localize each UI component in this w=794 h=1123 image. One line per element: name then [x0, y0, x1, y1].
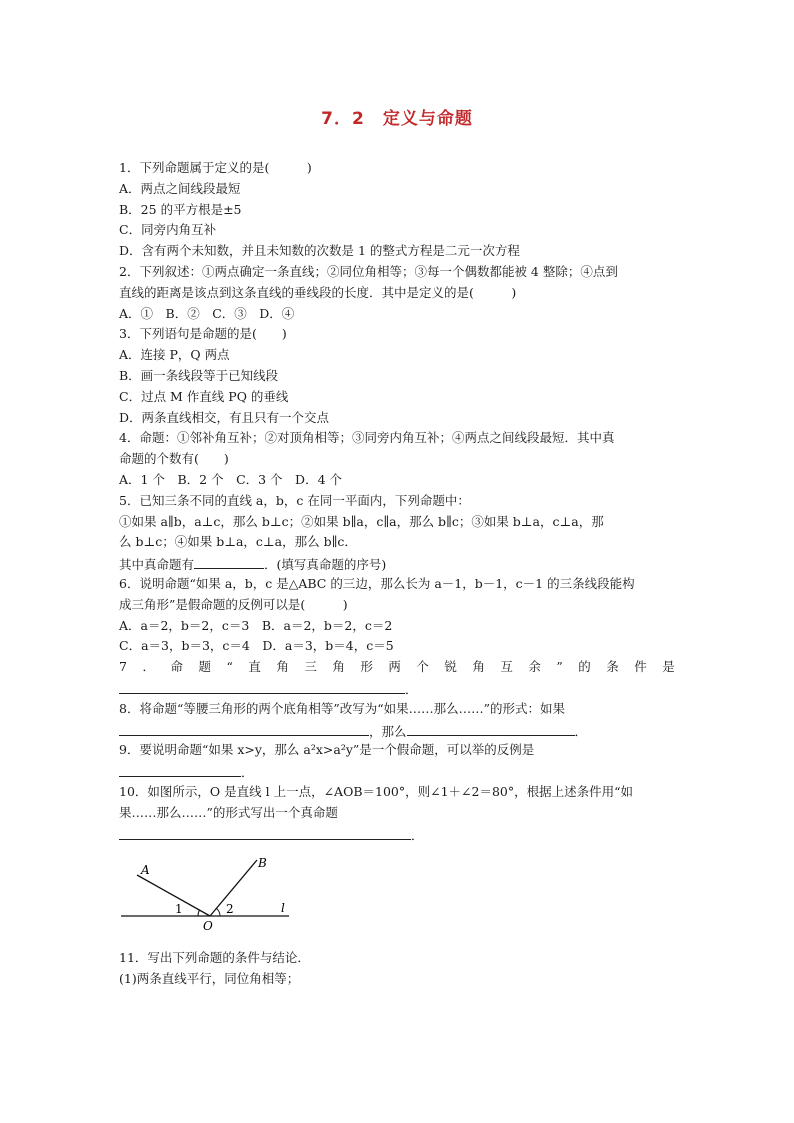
q1-stem: 1．下列命题属于定义的是( ): [119, 160, 312, 175]
q5-answer-suffix: ．(填写真命题的序号): [264, 557, 387, 573]
q7-char: 角: [276, 659, 289, 675]
q4-stem-line2: 命题的个数有( ): [119, 451, 229, 467]
page-title: 7．2 定义与命题: [321, 109, 473, 129]
q1-option-a: A．两点之间线段最短: [119, 180, 241, 196]
q6-stem-line2: 成三角形”是假命题的反例可以是( ): [119, 596, 348, 612]
q8-if-blank[interactable]: [119, 720, 369, 736]
question-list: [119, 158, 675, 844]
q7-char: 7: [119, 659, 127, 675]
q7-char: “: [226, 659, 233, 675]
q7-char: 形: [360, 659, 373, 675]
label-l: l: [281, 901, 285, 915]
q7-char: 件: [634, 659, 647, 675]
q9-answer-line: [119, 761, 675, 782]
angle-2-arc: [216, 908, 220, 916]
q1-option-c: C．同旁内角互补: [119, 222, 217, 238]
question-11: [119, 948, 675, 990]
q7-char: ．: [142, 659, 155, 675]
q7-char: ”: [556, 659, 563, 675]
q7-char: 直: [248, 659, 261, 675]
label-o: O: [203, 919, 213, 932]
q7-char: 余: [528, 659, 541, 675]
q5-statements-line2: 么 b⊥c；④如果 b⊥a，c⊥a，那么 b∥c．: [119, 534, 357, 550]
label-angle-1: 1: [175, 902, 183, 916]
q7-char: 题: [198, 659, 211, 675]
q5-answer-blank[interactable]: [194, 553, 264, 569]
q7-char: 互: [500, 659, 513, 675]
angle-1-arc: [198, 910, 200, 916]
q5-answer-prefix: 其中真命题有: [119, 557, 195, 573]
q7-char: 锐: [444, 659, 457, 675]
q1-option-d: D．含有两个未知数，并且未知数的次数是 1 的整式方程是二元一次方程: [119, 243, 520, 259]
q9-answer-blank[interactable]: [119, 761, 241, 777]
q6-options-cd: C．a＝3，b＝3，c＝4 D．a＝3，b＝4，c＝5: [119, 638, 394, 654]
q6-stem-line1: 6．说明命题“如果 a，b，c 是△ABC 的三边，那么长为 a－1，b－1，c－1 的三条线段能构: [119, 575, 635, 591]
label-a: A: [141, 863, 150, 877]
q10-answer-blank[interactable]: [119, 824, 411, 840]
q10-answer-line: [119, 824, 675, 845]
q4-stem-line1: 4．命题：①邻补角互补；②对顶角相等；③同旁内角互补；④两点之间线段最短．其中真: [119, 430, 615, 446]
q7-char: 角: [472, 659, 485, 675]
q6-options-ab: A．a＝2，b＝2，c＝3 B．a＝2，b＝2，c＝2: [119, 617, 393, 633]
q5-answer-line: [119, 553, 675, 574]
q3-option-d: D．两条直线相交，有且只有一个交点: [119, 409, 330, 425]
angle-figure: [119, 850, 309, 936]
q9-stem: 9．要说明命题“如果 x>y，那么 a²x>a²y”是一个假命题，可以举的反例是: [119, 742, 535, 758]
label-angle-2: 2: [226, 902, 234, 916]
q9-period: ．: [241, 765, 254, 781]
q7-char: 三: [304, 659, 317, 675]
q8-then-text: ，那么: [369, 723, 407, 739]
q7-char: 是: [662, 659, 675, 675]
q11-part-1: (1)两条直线平行，同位角相等；: [119, 970, 300, 986]
q7-answer-blank[interactable]: [119, 678, 405, 694]
q8-then-blank[interactable]: [407, 720, 575, 736]
q7-char: 条: [606, 659, 619, 675]
q4-options: A．1 个 B．2 个 C．3 个 D．4 个: [119, 471, 343, 487]
q8-stem: 8．将命题“等腰三角形的两个底角相等”改写为“如果……那么……”的形式：如果: [119, 700, 566, 716]
q7-char: 的: [578, 659, 591, 675]
q2-stem-line2: 直线的距离是该点到这条直线的垂线段的长度．其中是定义的是( ): [119, 284, 517, 300]
q2-stem-line1: 2．下列叙述：①两点确定一条直线；②同位角相等；③每一个偶数都能被 4 整除；④点到: [119, 263, 618, 279]
q3-option-c: C．过点 M 作直线 PQ 的垂线: [119, 388, 289, 404]
q10-stem-line2: 果……那么……”的形式写出一个真命题: [119, 804, 338, 820]
q3-stem: 3．下列语句是命题的是( ): [119, 326, 287, 342]
q7-char: 命: [170, 659, 183, 675]
q7-char: 角: [332, 659, 345, 675]
angle-diagram: [119, 850, 309, 932]
label-b: B: [258, 856, 267, 870]
q11-stem: 11．写出下列命题的条件与结论．: [119, 950, 310, 965]
q5-statements-line1: ①如果 a∥b，a⊥c，那么 b⊥c；②如果 b∥a，c∥a，那么 b∥c；③如果 b⊥a，c⊥a，那: [119, 513, 604, 529]
q2-options: A．① B．② C．③ D．④: [119, 305, 295, 321]
q1-option-b: B．25 的平方根是±5: [119, 201, 242, 217]
q3-option-b: B．画一条线段等于已知线段: [119, 367, 279, 383]
q8-period: ．: [574, 723, 588, 739]
q10-period: ．: [411, 827, 424, 843]
q7-char: 个: [416, 659, 429, 675]
q5-stem: 5．已知三条不同的直线 a，b，c 在同一平面内，下列命题中：: [119, 492, 470, 508]
q7-stem: [119, 657, 675, 678]
q7-period: ．: [405, 681, 418, 697]
q10-stem-line1: 10．如图所示，O 是直线 l 上一点，∠AOB＝100°，则∠1＋∠2＝80°，根据上述条件用“如: [119, 783, 634, 799]
q3-option-a: A．连接 P，Q 两点: [119, 347, 230, 363]
q7-answer-line: [119, 678, 675, 699]
q8-answer-line: [119, 720, 675, 741]
q7-char: 两: [388, 659, 401, 675]
